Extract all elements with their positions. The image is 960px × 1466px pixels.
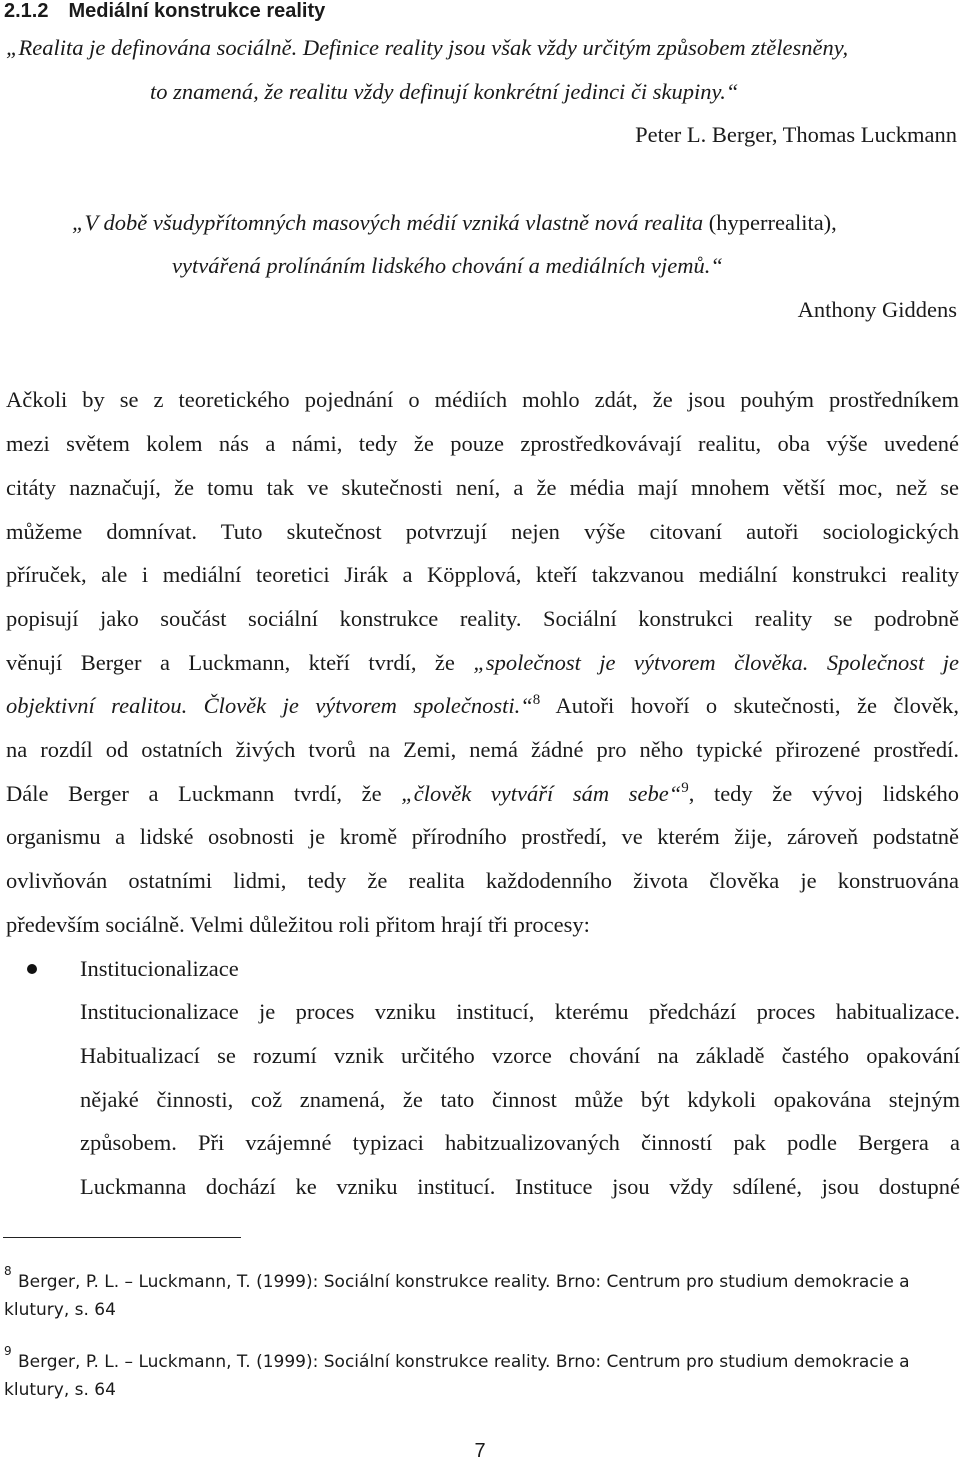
section-heading xyxy=(4,0,325,23)
page-number: 7 xyxy=(474,1440,486,1462)
para-line-8-text: Autoři hovoří o skutečnosti, že člověk, xyxy=(540,693,960,718)
para-line-2: mezi světem kolem nás a námi, tedy že pouze zprostředkovávají realitu, oba výše uvedené xyxy=(6,431,959,456)
footnote-separator xyxy=(3,1237,241,1238)
para-line-5: příruček, ale i mediální teoretici Jirák a Köpplová, kteří takzvanou mediální konstrukci reality xyxy=(6,562,959,587)
para-line-10 xyxy=(6,780,959,808)
para-line-1: Ačkoli by se z teoretického pojednání o médiích mohlo zdát, že jsou pouhým prostředníkem xyxy=(6,387,959,412)
para-line-7-quote: „společnost je výtvorem člověka. Společnost je xyxy=(473,650,960,675)
para-line-10-tail: , tedy že vývoj lidského xyxy=(688,781,959,806)
bullet-line-4: způsobem. Při vzájemné typizaci habitzualizovaných činností pak podle Bergera a xyxy=(80,1130,960,1155)
quote-1-line-1: „Realita je definována sociálně. Definice reality jsou však vždy určitým způsobem ztělesněny, xyxy=(6,35,849,60)
bullet-line-5: Luckmanna dochází ke vzniku institucí. Instituce jsou vždy sdílené, jsou dostupné xyxy=(80,1174,960,1199)
para-line-4: můžeme domnívat. Tuto skutečnost potvrzují nejen výše citovaní autoři sociologických xyxy=(6,519,959,544)
footnote-9 xyxy=(4,1344,910,1400)
para-line-8-quote: objektivní realitou. Člověk je výtvorem společnosti.“ xyxy=(6,693,533,718)
footnote-8-line-2: klutury, s. 64 xyxy=(4,1300,116,1320)
quote-1-author: Peter L. Berger, Thomas Luckmann xyxy=(635,122,957,147)
footnote-ref-9[interactable]: 9 xyxy=(681,780,689,796)
footnote-8-number: 8 xyxy=(4,1264,12,1278)
para-line-9: na rozdíl od ostatních živých tvorů na Zemi, nemá žádné pro něho typické přirozené prostředí. xyxy=(6,737,959,762)
para-line-7-text: věnují Berger a Luckmann, kteří tvrdí, že xyxy=(6,650,474,675)
footnote-8-line-1: Berger, P. L. – Luckmann, T. (1999): Sociální konstrukce reality. Brno: Centrum pro studium demokracie a xyxy=(18,1272,910,1292)
para-line-6: popisují jako součást sociální konstrukce reality. Sociální konstrukci reality se podrobně xyxy=(6,606,959,631)
bullet-line-1: Institucionalizace je proces vzniku institucí, kterému předchází proces habitualizace. xyxy=(80,999,960,1024)
quote-2-line-1 xyxy=(72,210,837,236)
para-line-8 xyxy=(6,692,959,720)
footnote-9-line-1: Berger, P. L. – Luckmann, T. (1999): Sociální konstrukce reality. Brno: Centrum pro studium demokracie a xyxy=(18,1352,910,1372)
para-line-7 xyxy=(6,649,959,677)
quote-2-italic: „V době všudypřítomných masových médií vzniká vlastně nová realita xyxy=(72,210,704,235)
para-line-3: citáty naznačují, že tomu tak ve skutečnosti není, a že média mají mnohem větší moc, než se xyxy=(6,475,959,500)
bullet-line-2: Habitualizací se rozumí vznik určitého vzorce chování na základě častého opakování xyxy=(80,1043,960,1068)
footnote-9-line-2: klutury, s. 64 xyxy=(4,1380,116,1400)
section-title: Mediální konstrukce reality xyxy=(68,0,326,22)
para-line-13: především sociálně. Velmi důležitou roli přitom hrají tři procesy: xyxy=(6,912,590,937)
footnote-8 xyxy=(4,1264,910,1320)
para-line-12: ovlivňován ostatními lidmi, tedy že realita každodenního života člověka je konstruována xyxy=(6,868,959,893)
para-line-10-text: Dále Berger a Luckmann tvrdí, že xyxy=(6,781,402,806)
bullet-line-3: nějaké činnosti, což znamená, že tato činnost může být kdykoli opakována stejným xyxy=(80,1087,960,1112)
quote-2-plain: (hyperrealita), xyxy=(703,210,837,235)
para-line-10-quote: „člověk vytváří sám sebe“ xyxy=(401,781,682,806)
footnote-9-number: 9 xyxy=(4,1344,12,1358)
footnote-ref-8[interactable]: 8 xyxy=(532,692,541,708)
para-line-11: organismu a lidské osobnosti je kromě přírodního prostředí, ve kterém žije, zároveň podstatně xyxy=(6,824,959,849)
section-number: 2.1.2 xyxy=(4,0,49,22)
quote-1-line-2: to znamená, že realitu vždy definují konkrétní jedinci či skupiny.“ xyxy=(150,79,739,104)
bullet-icon xyxy=(27,964,37,974)
bullet-label: Institucionalizace xyxy=(80,956,239,981)
quote-2-line-2: vytvářená prolínáním lidského chování a mediálních vjemů.“ xyxy=(172,253,723,278)
quote-2-author: Anthony Giddens xyxy=(797,297,957,322)
